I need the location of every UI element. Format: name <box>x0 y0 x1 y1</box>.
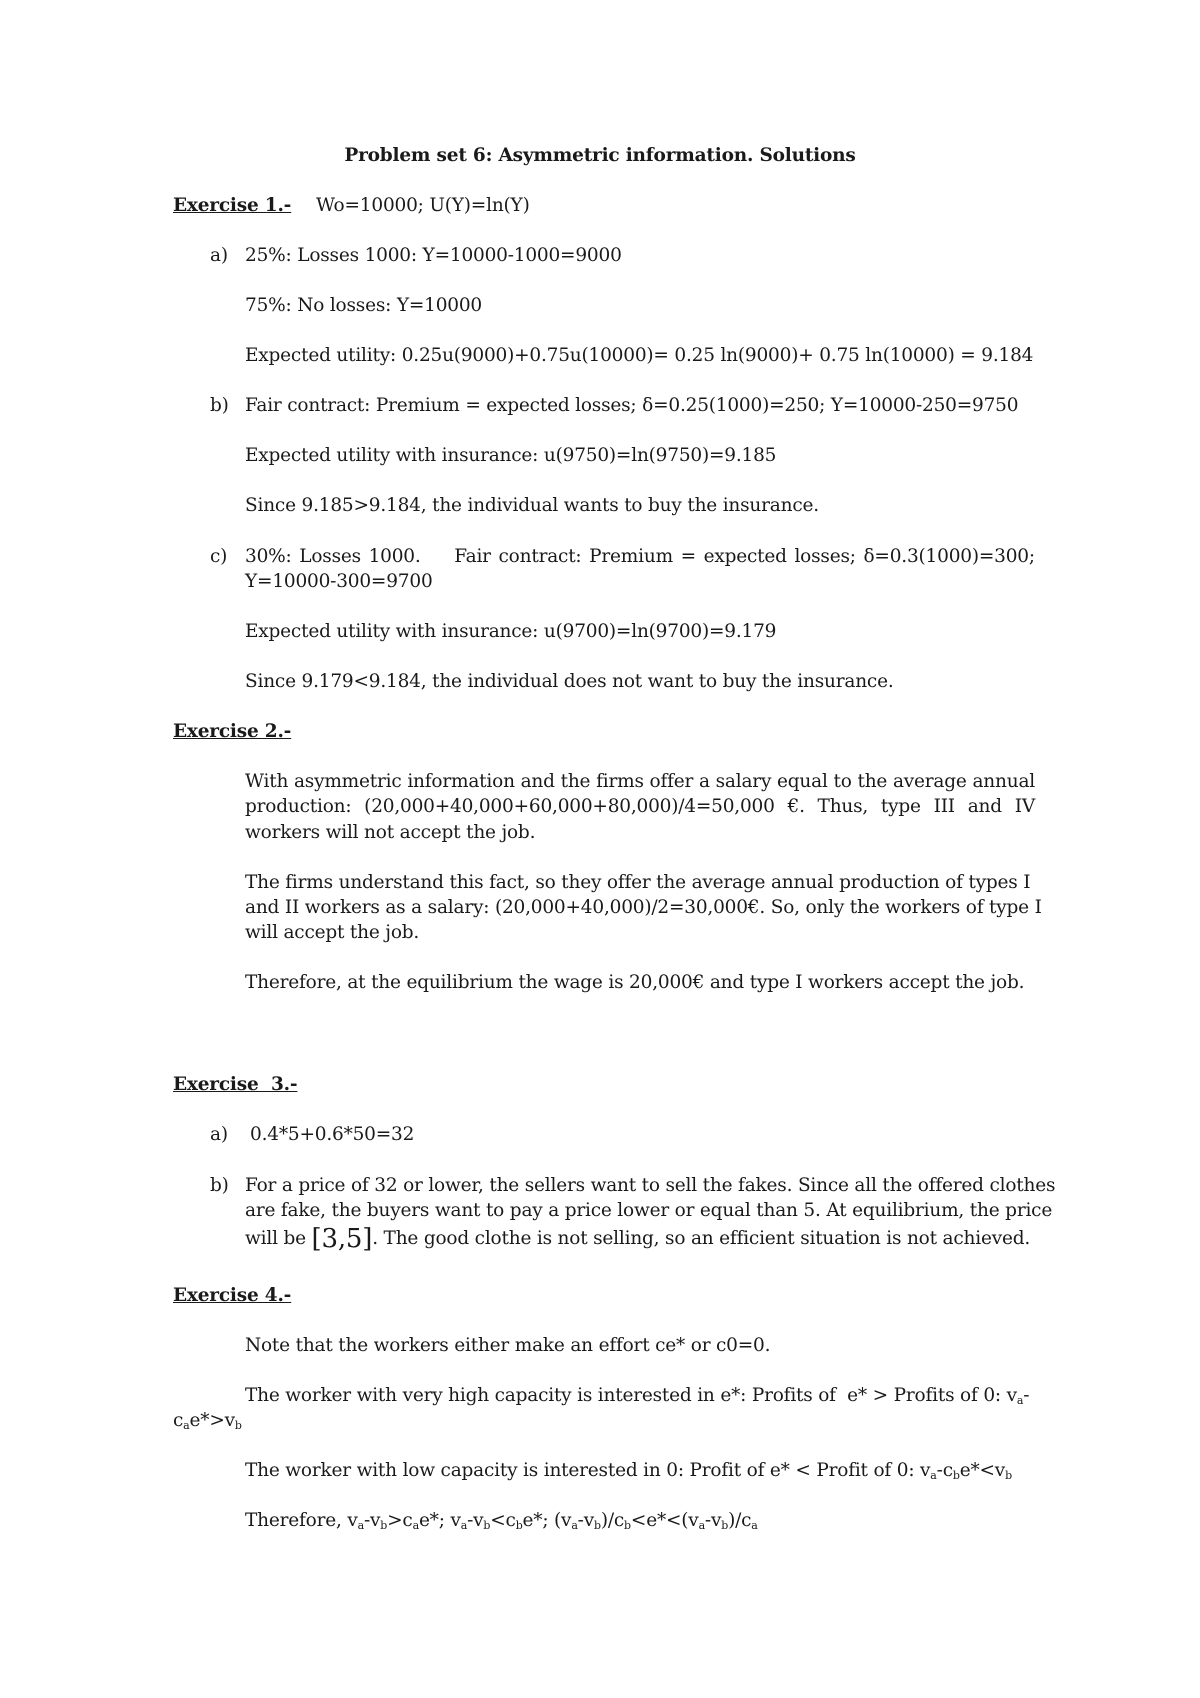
ex3-b-line-3 <box>245 1224 1031 1254</box>
ex2-p2-line-2: and II workers as a salary: (20,000+40,000)/2=30,000€. So, only the workers of type I <box>245 897 1042 918</box>
text-run: e*; v <box>418 1510 461 1531</box>
subscript: a <box>698 1519 705 1532</box>
text-run: )/c <box>600 1510 625 1531</box>
ex2-p2-line-1: The firms understand this fact, so they offer the average annual production of types I <box>245 872 1031 893</box>
subscript: a <box>460 1519 468 1532</box>
subscript: a <box>357 1519 364 1532</box>
ex4-high-capacity-line-1 <box>245 1384 1029 1408</box>
ex2-p1-line-1: With asymmetric information and the firms offer a salary equal to the average annual <box>245 771 1035 792</box>
text-run: c <box>173 1410 184 1431</box>
text-run: -v <box>704 1510 722 1531</box>
subscript: b <box>1005 1469 1012 1482</box>
ex1-c-expected-utility: Expected utility with insurance: u(9700)=ln(9700)=9.179 <box>245 621 777 642</box>
item-b-marker: b) <box>210 395 229 416</box>
exercise-1-given: Wo=10000; U(Y)=ln(Y) <box>316 195 530 216</box>
subscript: a <box>412 1519 419 1532</box>
text-run: Therefore, v <box>245 1510 358 1531</box>
subscript: a <box>930 1469 937 1482</box>
price-interval: [3,5] <box>311 1224 373 1254</box>
ex2-p1-line-3: workers will not accept the job. <box>245 822 536 843</box>
ex1-c-word: 1000. <box>368 546 421 567</box>
text-run: -c <box>936 1460 953 1481</box>
text-run: - <box>1023 1385 1030 1406</box>
ex3-b-line-3-pre: will be <box>245 1228 312 1249</box>
ex3-item-b-marker: b) <box>210 1175 229 1196</box>
exercise-3-heading-text: Exercise 3.- <box>173 1074 298 1095</box>
text-run: -v <box>577 1510 594 1531</box>
ex4-low-capacity-line <box>245 1459 1012 1483</box>
subscript: b <box>593 1519 601 1532</box>
subscript: b <box>380 1519 388 1532</box>
ex3-item-a-marker: a) <box>210 1124 228 1145</box>
subscript: b <box>624 1519 631 1532</box>
text-run: >c <box>387 1510 413 1531</box>
subscript: b <box>952 1469 960 1482</box>
ex1-c-word: 30%: <box>245 546 292 567</box>
text-run: -v <box>363 1510 381 1531</box>
page-title: Problem set 6: Asymmetric information. Solutions <box>344 145 856 166</box>
text-run: <e*<(v <box>630 1510 699 1531</box>
text-run: e*<v <box>959 1460 1006 1481</box>
ex1-c-word: Premium <box>589 546 673 567</box>
ex1-a-line-2: 75%: No losses: Y=10000 <box>245 295 483 316</box>
ex3-b-line-1: For a price of 32 or lower, the sellers want to sell the fakes. Since all the offered clothes <box>245 1175 1056 1196</box>
ex1-b-line-1: Fair contract: Premium = expected losses; δ=0.25(1000)=250; Y=10000-250=9750 <box>245 395 1019 416</box>
ex1-a-expected-utility: Expected utility: 0.25u(9000)+0.75u(10000)= 0.25 ln(9000)+ 0.75 ln(10000) = 9.184 <box>245 345 1034 366</box>
ex2-p1-line-2: production: (20,000+40,000+60,000+80,000)/4=50,000 €. Thus, type III and IV <box>245 796 1035 817</box>
ex1-c-word: Fair <box>454 546 491 567</box>
ex4-high-capacity-line-2 <box>173 1409 242 1433</box>
ex1-c-word: losses; <box>794 546 856 567</box>
subscript: b <box>483 1519 491 1532</box>
ex1-c-line-2: Y=10000-300=9700 <box>245 571 433 592</box>
subscript: a <box>183 1419 190 1432</box>
subscript: a <box>1016 1394 1024 1407</box>
ex1-b-line-2: Expected utility with insurance: u(9750)=ln(9750)=9.185 <box>245 445 777 466</box>
text-run: e*>v <box>189 1410 235 1431</box>
exercise-2-heading: Exercise 2.- <box>173 721 292 742</box>
item-a-marker: a) <box>210 245 228 266</box>
exercise-1-heading: Exercise 1.- <box>173 195 292 216</box>
ex1-c-word: δ=0.3(1000)=300; <box>863 546 1035 567</box>
ex1-a-line-1: 25%: Losses 1000: Y=10000-1000=9000 <box>245 245 622 266</box>
subscript: b <box>234 1419 242 1432</box>
ex3-b-line-3-post: . The good clothe is not selling, so an efficient situation is not achieved. <box>372 1228 1031 1249</box>
text-run: e*; (v <box>522 1510 572 1531</box>
text-run: The worker with low capacity is interested in 0: Profit of e* < Profit of 0: v <box>245 1460 931 1481</box>
ex1-c-conclusion: Since 9.179<9.184, the individual does not want to buy the insurance. <box>245 671 894 692</box>
subscript: b <box>721 1519 729 1532</box>
text-run: The worker with very high capacity is interested in e*: Profits of e* > Profits of 0: v <box>245 1385 1017 1406</box>
ex1-c-word: expected <box>703 546 787 567</box>
ex1-c-line-1 <box>245 545 1035 569</box>
ex3-b-line-2: are fake, the buyers want to pay a price lower or equal than 5. At equilibrium, the price <box>245 1200 1053 1221</box>
ex4-note: Note that the workers either make an effort ce* or c0=0. <box>245 1335 771 1356</box>
subscript: b <box>515 1519 523 1532</box>
subscript: a <box>751 1519 758 1532</box>
item-c-marker: c) <box>210 546 228 567</box>
ex1-c-word: = <box>680 546 696 567</box>
text-run: <c <box>490 1510 516 1531</box>
ex1-c-word: Losses <box>299 546 361 567</box>
text-run: )/c <box>728 1510 752 1531</box>
ex1-b-line-3: Since 9.185>9.184, the individual wants to buy the insurance. <box>245 495 819 516</box>
exercise-4-heading: Exercise 4.- <box>173 1285 292 1306</box>
ex2-p2-line-3: will accept the job. <box>245 922 420 943</box>
exercise-3-heading <box>173 1073 297 1097</box>
ex1-c-word: contract: <box>498 546 582 567</box>
subscript: a <box>571 1519 578 1532</box>
ex3-a-line: 0.4*5+0.6*50=32 <box>250 1124 415 1145</box>
ex4-conclusion <box>245 1509 758 1533</box>
ex2-conclusion: Therefore, at the equilibrium the wage is 20,000€ and type I workers accept the job. <box>245 972 1025 993</box>
text-run: -v <box>467 1510 484 1531</box>
